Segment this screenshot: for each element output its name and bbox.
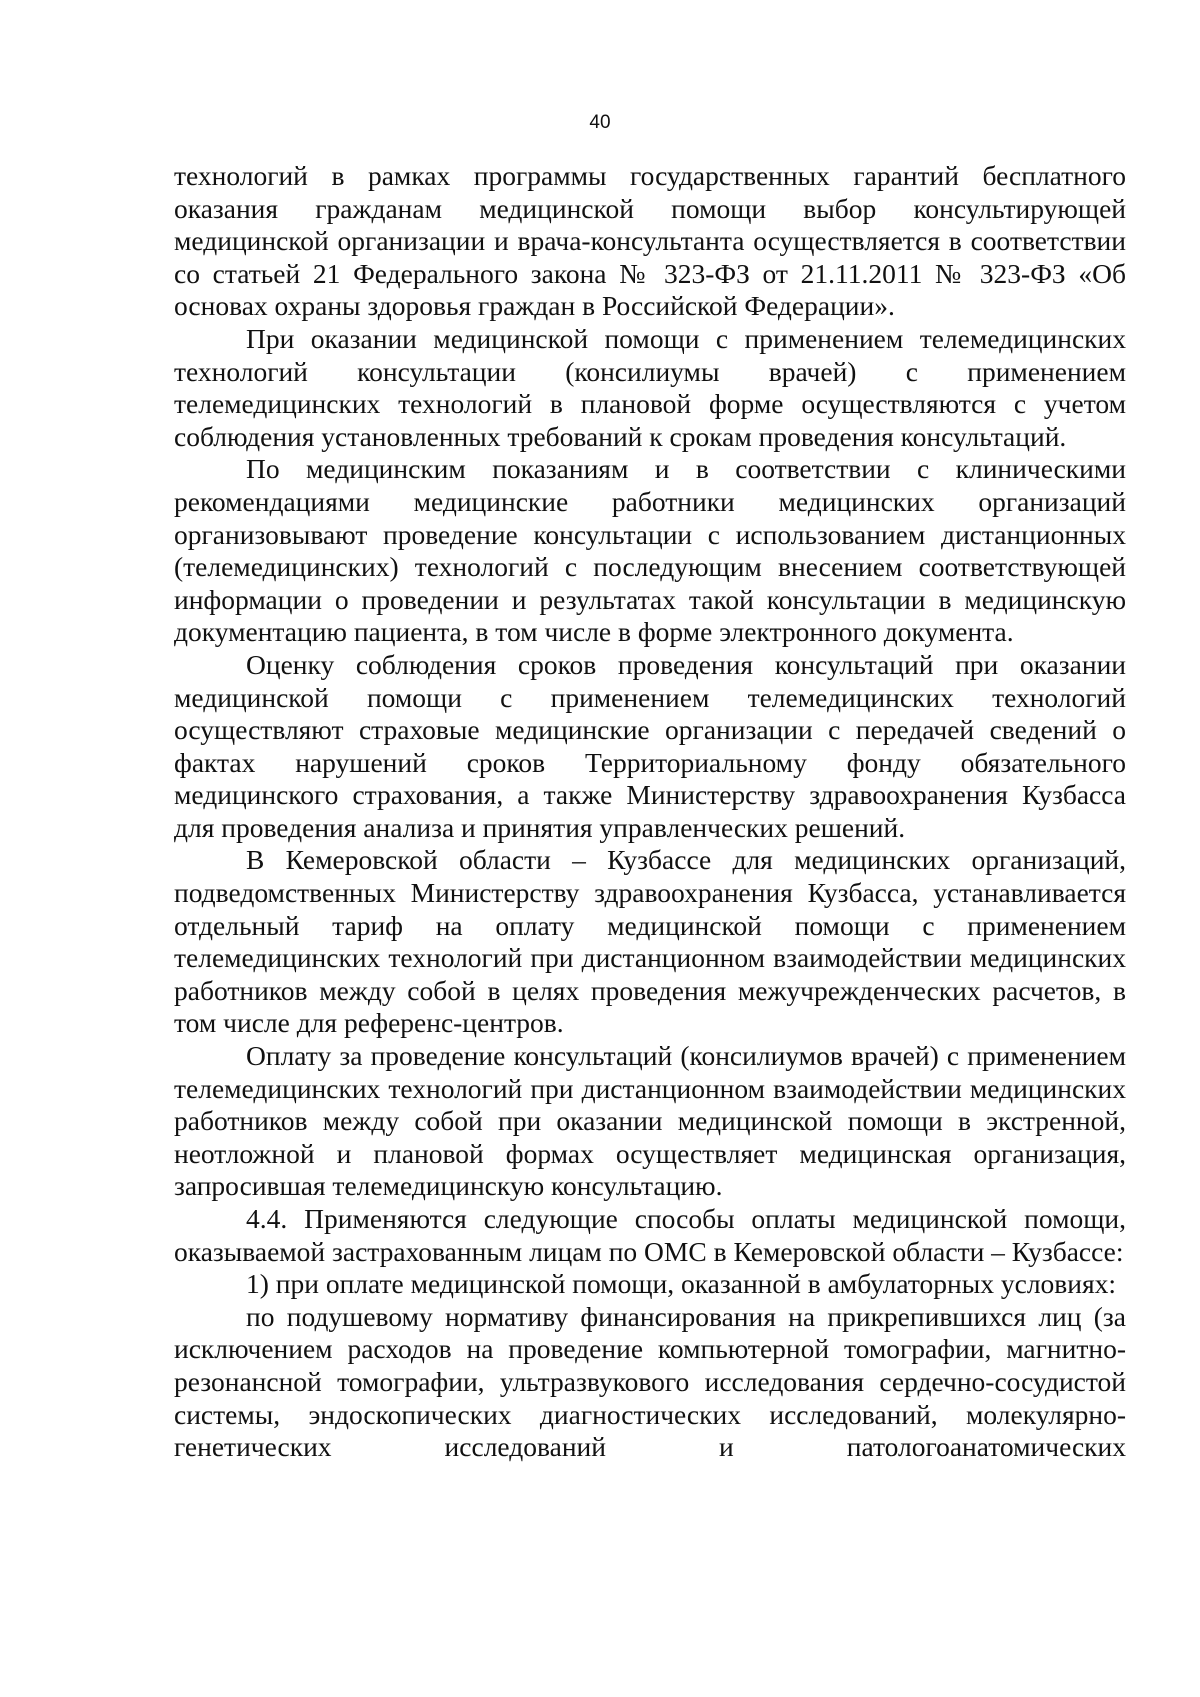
paragraph-deadline-assessment: Оценку соблюдения сроков проведения консультаций при оказании медицинской помощи с применением телемедицинских технологий осуществляют страховые медицинские организации с передачей сведений о фактах нарушений сроков Территориальному фонду обязательного медицинского страхования, а также Министерству здравоохранения Кузбасса для проведения анализа и принятия управленческих решений. <box>174 648 1126 843</box>
paragraph-section-4-4: 4.4. Применяются следующие способы оплаты медицинской помощи, оказываемой застрахованным лицам по ОМС в Кемеровской области – Кузбассе: <box>174 1203 1126 1267</box>
document-body <box>174 160 1126 1464</box>
paragraph-continuation: технологий в рамках программы государственных гарантий бесплатного оказания гражданам медицинской помощи выбор консультирующей медицинской организации и врача-консультанта осуществляется в соответствии со статьей 21 Федерального закона № 323-ФЗ от 21.11.2011 № 323-ФЗ «Об основах охраны здоровья граждан в Российской Федерации». <box>174 160 1126 322</box>
paragraph-medical-indications: По медицинским показаниям и в соответствии с клиническими рекомендациями медицинские работники медицинских организаций организовывают проведение консультации с использованием дистанционных (телемедицинских) технологий с последующим внесением соответствующей информации о проведении и результатах такой консультации в медицинскую документацию пациента, в том числе в форме электронного документа. <box>174 453 1126 648</box>
list-item-1-outpatient: 1) при оплате медицинской помощи, оказанной в амбулаторных условиях: <box>246 1268 1117 1300</box>
paragraph-per-capita-standard: по подушевому нормативу финансирования на прикрепившихся лиц (за исключением расходов на проведение компьютерной томографии, магнитно-резонансной томографии, ультразвукового исследования сердечно-сосудистой системы, эндоскопических диагностических исследований, молекулярно-генетических исследований и патологоанатомических <box>174 1300 1126 1463</box>
paragraph-payment-for-consultations: Оплату за проведение консультаций (консилиумов врачей) с применением телемедицинских технологий при дистанционном взаимодействии медицинских работников между собой при оказании медицинской помощи в экстренной, неотложной и плановой формах осуществляет медицинская организация, запросившая телемедицинскую консультацию. <box>174 1040 1126 1202</box>
page-number: 40 <box>589 112 611 133</box>
paragraph-telemedicine-consultations: При оказании медицинской помощи с применением телемедицинских технологий консультации (консилиумы врачей) с применением телемедицинских технологий в плановой форме осуществляются с учетом соблюдения установленных требований к срокам проведения консультаций. <box>174 322 1126 452</box>
paragraph-separate-tariff: В Кемеровской области – Кузбассе для медицинских организаций, подведомственных Министерству здравоохранения Кузбасса, устанавливается отдельный тариф на оплату медицинской помощи с применением телемедицинских технологий при дистанционном взаимодействии медицинских работников между собой в целях проведения межучрежденческих расчетов, в том числе для референс-центров. <box>174 844 1126 1039</box>
